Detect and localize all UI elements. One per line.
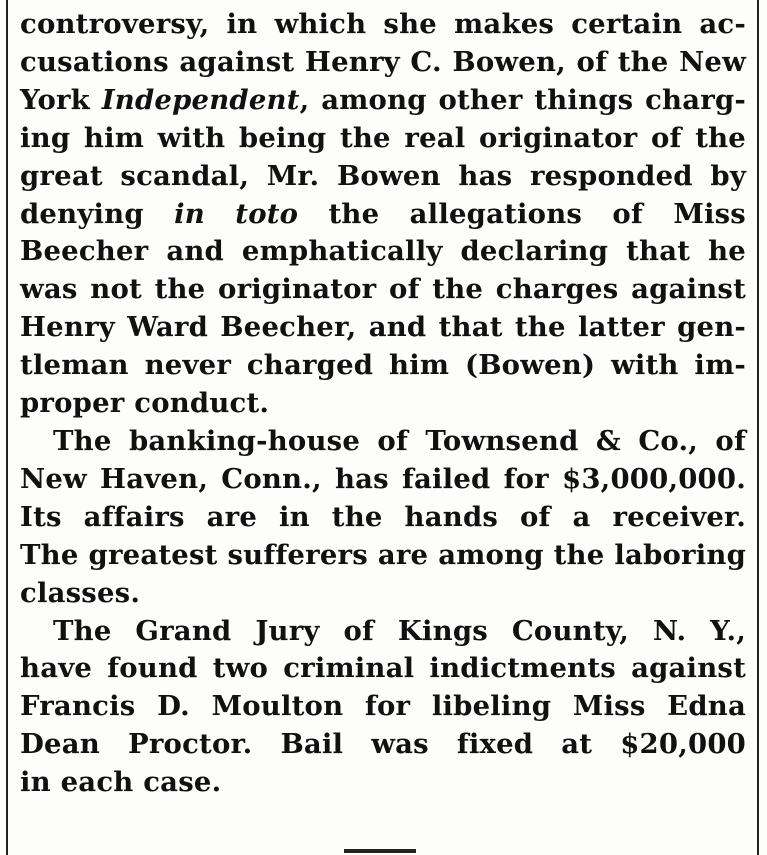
article-column [20, 6, 746, 802]
text-segment: York [20, 83, 102, 116]
column-rule-right [757, 0, 759, 855]
text-line: The greatest sufferers are among the laboring [20, 538, 746, 571]
text-line: tleman never charged him (Bowen) with im- [20, 349, 746, 382]
text-line [20, 82, 746, 120]
text-line: ing him with being the real originator of the [20, 121, 746, 154]
text-segment: denying [20, 197, 175, 230]
text-line: was not the originator of the charges against [20, 273, 746, 306]
text-line: Francis D. Moulton for libeling Miss Edna [20, 690, 746, 723]
text-line: have found two criminal indictments against [20, 652, 746, 685]
latin-phrase-italic: in toto [174, 197, 299, 230]
paragraph-townsend-failure [20, 423, 746, 613]
text-line: cusations against Henry C. Bowen, of the New [20, 45, 746, 78]
text-line: controversy, in which she makes certain ac- [20, 8, 746, 40]
text-line: The banking-house of Townsend & Co., of [53, 424, 746, 457]
text-line: Its affairs are in the hands of a receiver. [20, 500, 746, 533]
newspaper-title-italic: Independent [101, 83, 300, 116]
text-line: Dean Proctor. Bail was fixed at $20,000 [20, 728, 746, 761]
text-line: in each case. [20, 766, 222, 799]
text-line: New Haven, Conn., has failed for $3,000,000. [20, 462, 746, 495]
text-line: The Grand Jury of Kings County, N. Y., [53, 614, 746, 647]
column-rule-left [6, 0, 8, 855]
paragraph-bowen [20, 6, 746, 423]
text-line: proper conduct. [20, 387, 270, 420]
text-segment: the allegations of Miss [298, 197, 746, 230]
text-line [20, 196, 746, 234]
text-line: great scandal, Mr. Bowen has responded by [20, 159, 746, 192]
text-line: Henry Ward Beecher, and that the latter gen- [20, 311, 746, 344]
text-line: Beecher and emphatically declaring that he [20, 235, 746, 268]
text-segment: , among other things charg- [299, 83, 747, 116]
section-divider-dash [344, 849, 416, 853]
paragraph-grand-jury [20, 613, 746, 803]
text-line: classes. [20, 576, 141, 609]
